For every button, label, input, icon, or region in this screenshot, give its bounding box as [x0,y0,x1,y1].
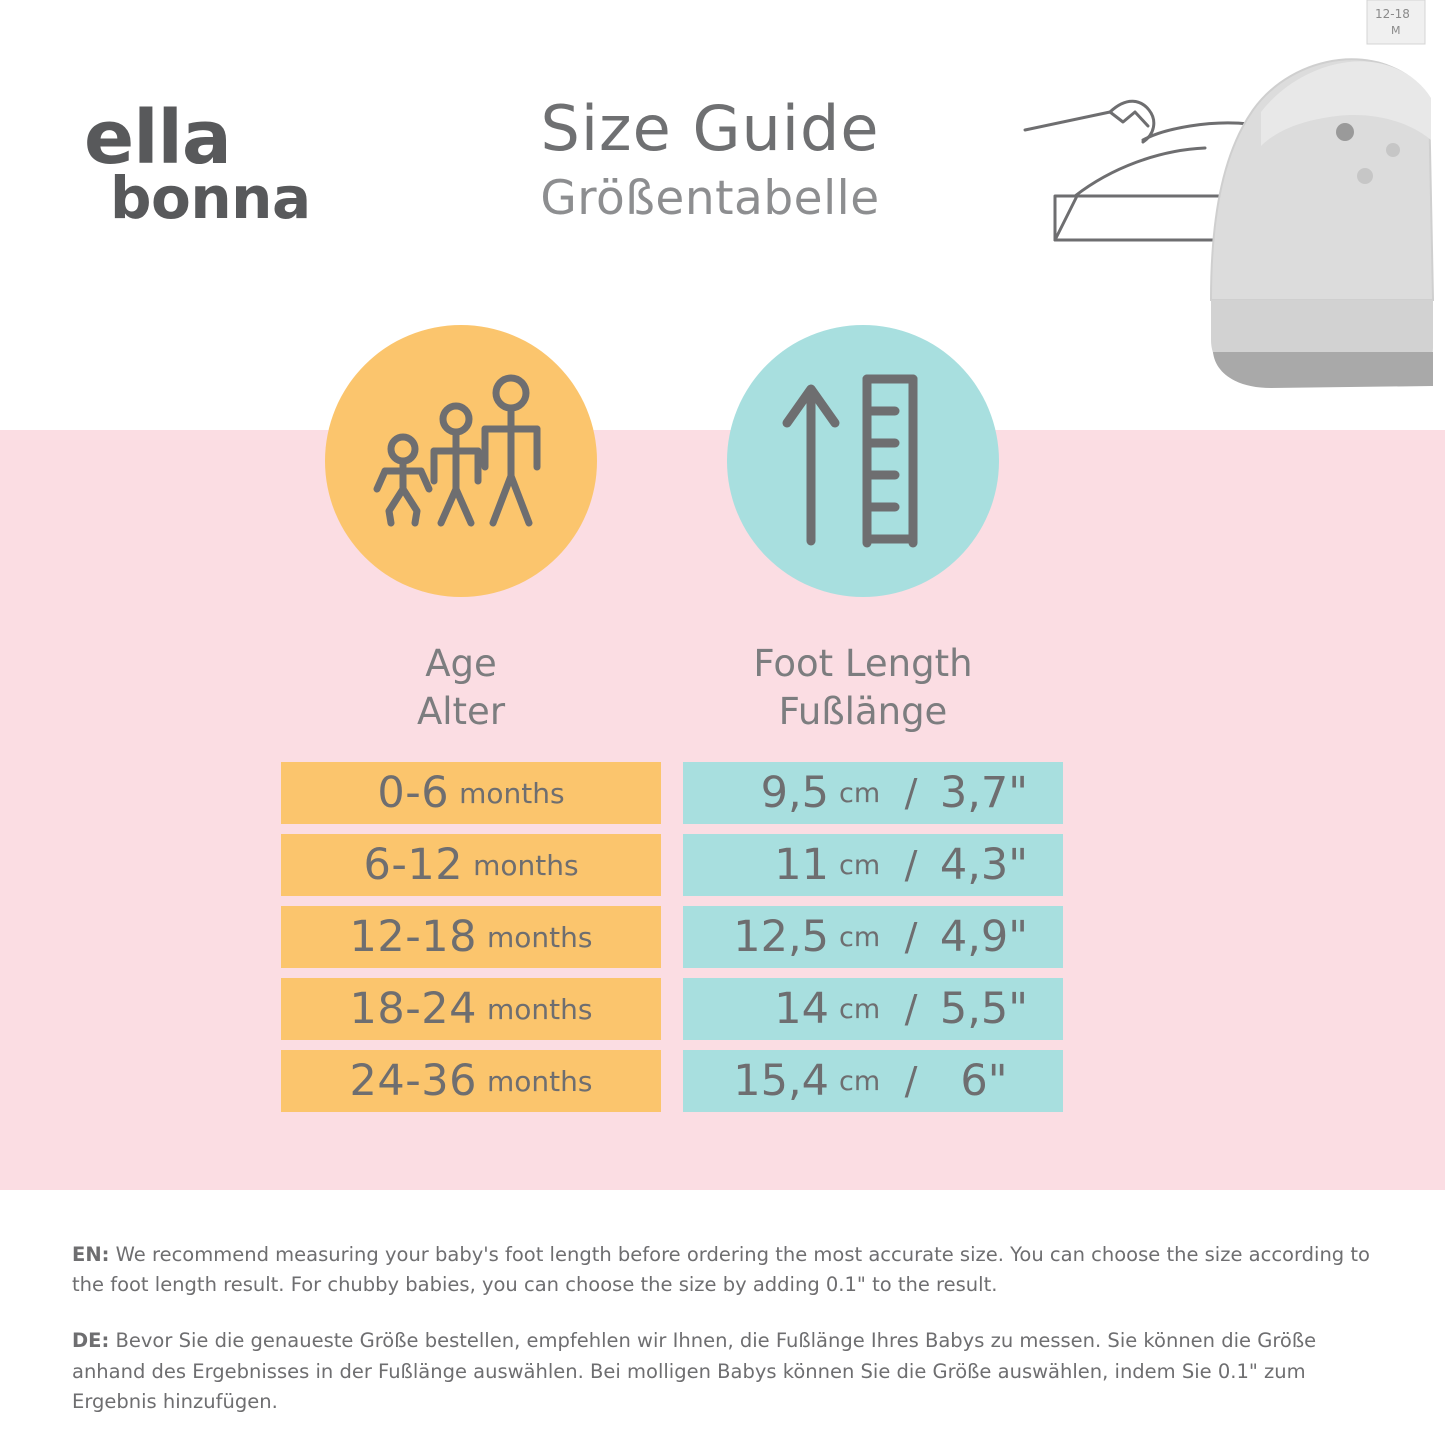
foot-length-icon-circle [727,325,999,597]
age-column-rows [281,762,661,1122]
age-unit: months [486,992,593,1026]
footnote-en [72,1240,1372,1300]
age-unit: months [473,848,579,882]
foot-column-header-de: Fußlänge [778,690,948,734]
age-unit: months [486,1064,593,1098]
svg-text:12-18: 12-18 [1375,7,1410,21]
foot-inch-value: 4,9" [939,912,1029,962]
footnote-de-text: Bevor Sie die genaueste Größe bestellen, empfehlen wir Ihnen, die Fußlänge Ihres Babys zu messen. Sie können die Größe anhand des Ergebnisses in der Fußlänge auswählen. Bei molligen Babys können Sie die Größe auswählen, indem Sie 0.1" zum Ergebnis hinzufügen. [72,1329,1317,1413]
age-value: 24-36 [349,1056,477,1106]
foot-cm-unit: cm [839,1065,881,1097]
table-row [683,762,1063,824]
table-row [281,906,661,968]
table-row [683,834,1063,896]
footnote-de [72,1326,1372,1417]
family-figures-icon [361,371,561,551]
foot-cm-value: 11 [774,840,829,890]
ruler-measure-icon [763,361,963,561]
footnote-en-prefix: EN: [72,1243,110,1266]
foot-cm-unit: cm [839,921,881,953]
age-icon-circle [325,325,597,597]
page-title-en: Size Guide [540,92,880,165]
age-unit: months [486,920,593,954]
foot-cm-unit: cm [839,849,881,881]
table-row [281,762,661,824]
brand-logo-line1: ella [84,95,231,181]
age-column-header-en: Age [425,642,497,685]
unit-separator: / [904,1059,918,1103]
age-value: 12-18 [349,912,477,962]
foot-inch-value: 3,7" [939,768,1029,818]
foot-inch-value: 6" [960,1056,1008,1106]
unit-separator: / [904,987,918,1031]
table-row [683,978,1063,1040]
foot-cm-unit: cm [839,777,881,809]
foot-inch-value: 4,3" [939,840,1029,890]
foot-cm-value: 12,5 [733,912,829,962]
unit-separator: / [904,915,918,959]
foot-cm-unit: cm [839,993,881,1025]
age-value: 6-12 [363,840,464,890]
foot-cm-value: 9,5 [760,768,829,818]
brand-logo [84,95,314,233]
age-column-header-de: Alter [416,690,506,734]
table-row [683,906,1063,968]
brand-logo-line2: bonna [110,164,311,233]
baby-bootie-illustration [1015,0,1435,410]
unit-separator: / [904,843,918,887]
footnote-de-prefix: DE: [72,1329,110,1353]
age-value: 0-6 [377,768,450,818]
foot-column-header [700,640,1026,736]
footnotes [72,1240,1372,1417]
table-row [281,1050,661,1112]
foot-inch-value: 5,5" [939,984,1029,1034]
table-row [281,834,661,896]
foot-cm-value: 15,4 [733,1056,829,1106]
svg-text:M: M [1391,24,1401,37]
page-title-de: Größentabelle [540,171,880,226]
page-title [360,92,1060,226]
footnote-en-text: We recommend measuring your baby's foot length before ordering the most accurate size. You can choose the size according to the foot length result. For chubby babies, you can choose the size by adding 0.1" to the result. [72,1243,1370,1297]
unit-separator: / [904,771,918,815]
age-unit: months [459,776,565,810]
foot-column-rows [683,762,1063,1122]
table-row [683,1050,1063,1112]
age-column-header [325,640,597,736]
age-value: 18-24 [349,984,477,1034]
table-row [281,978,661,1040]
foot-column-header-en: Foot Length [753,642,973,685]
foot-cm-value: 14 [774,984,829,1034]
